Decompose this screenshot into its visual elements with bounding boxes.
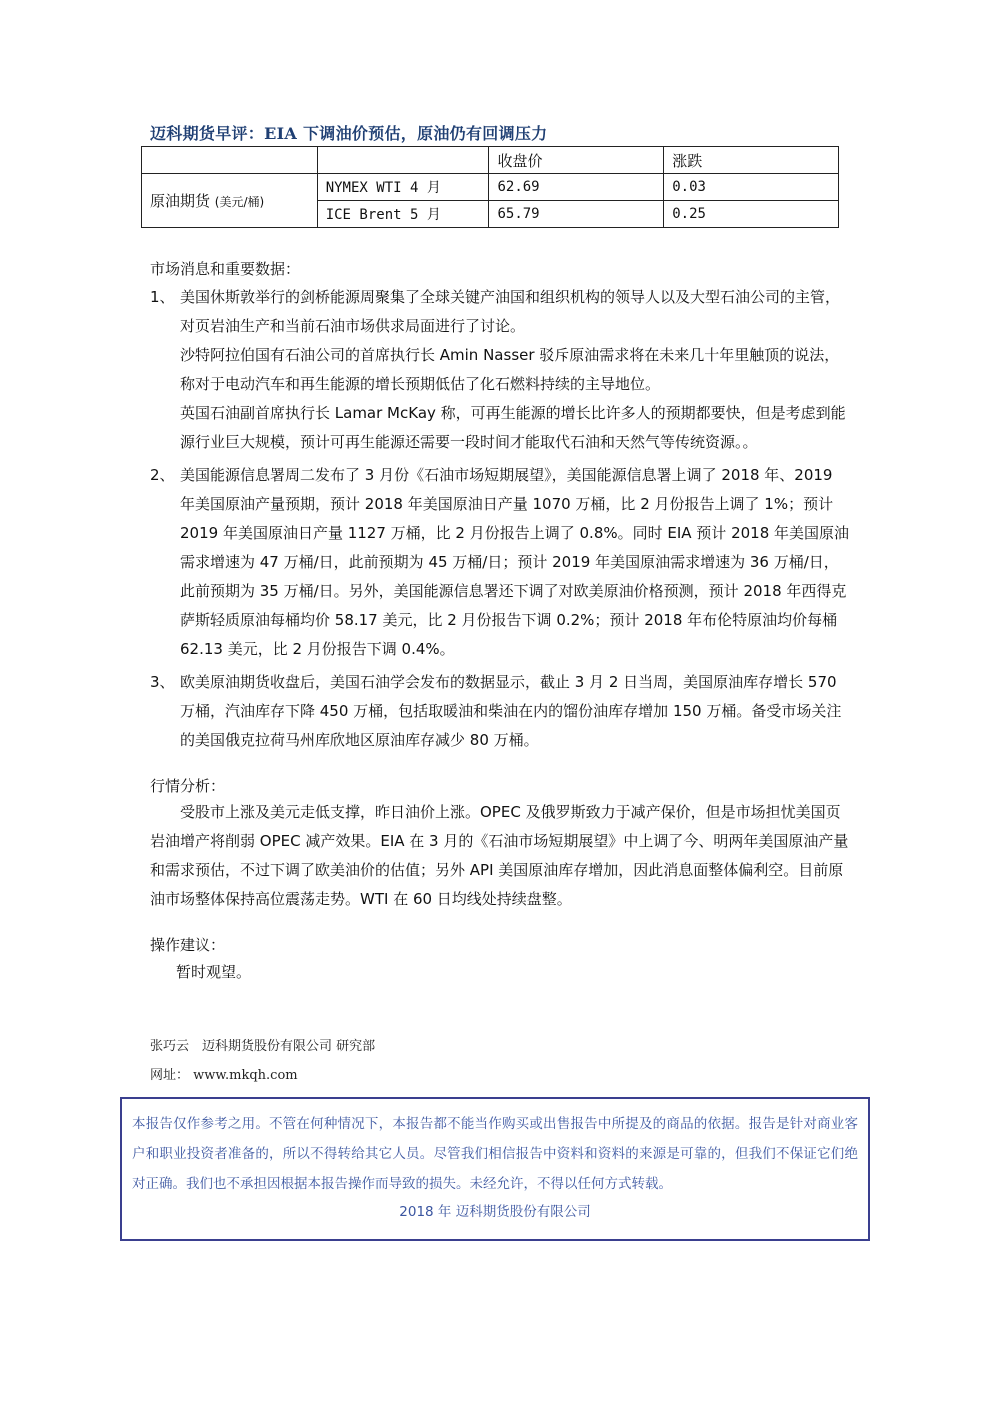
analysis-text: 受股市上涨及美元走低支撑，昨日油价上涨。OPEC 及俄罗斯致力于减产保价，但是市场担忧美国页岩油增产将削弱 OPEC 减产效果。EIA 在 3 月的《石油市场短期展望》中上调了今、明两年美国原油产量和需求预估，不过下调了欧美油价的估值；另外 API 美国原油库存增加，因此消息面整体偏利空。目前原油市场整体保持高位震荡走势。WTI 在 60 日均线处持续盘整。 bbox=[150, 803, 849, 908]
contract-cell: ICE Brent 5 月 bbox=[317, 201, 489, 228]
change-cell: 0.25 bbox=[664, 201, 839, 228]
advice-heading: 操作建议： bbox=[150, 936, 226, 954]
page-title: 迈科期货早评：EIA 下调油价预估，原油仍有回调压力 bbox=[150, 124, 548, 143]
table-header-row bbox=[142, 147, 839, 174]
analysis-heading: 行情分析： bbox=[150, 777, 226, 795]
item-paragraph: 美国能源信息署周二发布了 3 月份《石油市场短期展望》，美国能源信息署上调了 2018 年、2019 年美国原油产量预期，预计 2018 年美国原油日产量 1070 万桶，比 2 月份报告上调了 1%；预计 2019 年美国原油日产量 1127 万桶，比 2 月份报告上调了 0.8%。同时 EIA 预计 2018 年美国原油需求增速为 47 万桶/日，此前预期为 45 万桶/日；预计 2019 年美国原油需求增速为 36 万桶/日，此前预期为 35 万桶/日。另外，美国能源信息署还下调了对欧美原油价格预测，预计 2018 年西得克萨斯轻质原油每桶均价 58.17 美元，比 2 月份报告下调 0.2%；预计 2018 年布伦特原油均价每桶 62.13 美元，比 2 月份报告下调 0.4%。 bbox=[180, 466, 850, 658]
author-line: 张巧云 迈科期货股份有限公司 研究部 bbox=[150, 1039, 376, 1054]
table-group-label: 原油期货 bbox=[150, 192, 211, 210]
table-row bbox=[142, 174, 839, 201]
table-header-change: 涨跌 bbox=[664, 147, 839, 174]
price-table bbox=[141, 146, 839, 228]
table-header-cell bbox=[317, 147, 489, 174]
disclaimer-footer: 2018 年 迈科期货股份有限公司 bbox=[399, 1204, 591, 1220]
item-paragraph: 欧美原油期货收盘后，美国石油学会发布的数据显示，截止 3 月 2 日当周，美国原油库存增长 570 万桶，汽油库存下降 450 万桶，包括取暖油和柴油在内的馏份油库存增加 150 万桶。备受市场关注的美国俄克拉荷马州库欣地区原油库存减少 80 万桶。 bbox=[180, 673, 842, 749]
website-line bbox=[150, 1064, 298, 1083]
item-number: 2、 bbox=[150, 466, 175, 484]
item-number: 1、 bbox=[150, 288, 175, 306]
news-item-3 bbox=[150, 668, 850, 755]
contract-cell: NYMEX WTI 4 月 bbox=[317, 174, 489, 201]
table-header-cell bbox=[142, 147, 318, 174]
table-group-cell bbox=[142, 174, 318, 228]
disclaimer-box bbox=[120, 1097, 870, 1241]
change-cell: 0.03 bbox=[664, 174, 839, 201]
news-heading: 市场消息和重要数据： bbox=[150, 260, 301, 278]
advice-text: 暂时观望。 bbox=[176, 963, 252, 981]
news-item-2 bbox=[150, 461, 850, 664]
item-paragraph: 美国休斯敦举行的剑桥能源周聚集了全球关键产油国和组织机构的领导人以及大型石油公司的主管，对页岩油生产和当前石油市场供求局面进行了讨论。 bbox=[180, 288, 841, 335]
website-label: 网址： bbox=[150, 1068, 190, 1083]
news-item-1 bbox=[150, 283, 850, 457]
disclaimer-text: 本报告仅作参考之用。不管在何种情况下，本报告都不能当作购买或出售报告中所提及的商品的依据。报告是针对商业客户和职业投资者准备的，所以不得转给其它人员。尽管我们相信报告中资料和资料的来源是可靠的，但我们不保证它们绝对正确。我们也不承担因根据本报告操作而导致的损失。未经允许，不得以任何方式转载。 bbox=[132, 1116, 858, 1192]
close-price-cell: 62.69 bbox=[489, 174, 664, 201]
item-number: 3、 bbox=[150, 673, 175, 691]
item-paragraph: 英国石油副首席执行长 Lamar McKay 称，可再生能源的增长比许多人的预期都要快，但是考虑到能源行业巨大规模，预计可再生能源还需要一段时间才能取代石油和天然气等传统资源。。 bbox=[180, 404, 846, 451]
table-header-close: 收盘价 bbox=[489, 147, 664, 174]
close-price-cell: 65.79 bbox=[489, 201, 664, 228]
item-paragraph: 沙特阿拉伯国有石油公司的首席执行长 Amin Nasser 驳斥原油需求将在未来几十年里触顶的说法，称对于电动汽车和再生能源的增长预期低估了化石燃料持续的主导地位。 bbox=[180, 346, 840, 393]
table-group-unit: (美元/桶) bbox=[214, 195, 265, 209]
website-link[interactable]: www.mkqh.com bbox=[193, 1068, 298, 1083]
